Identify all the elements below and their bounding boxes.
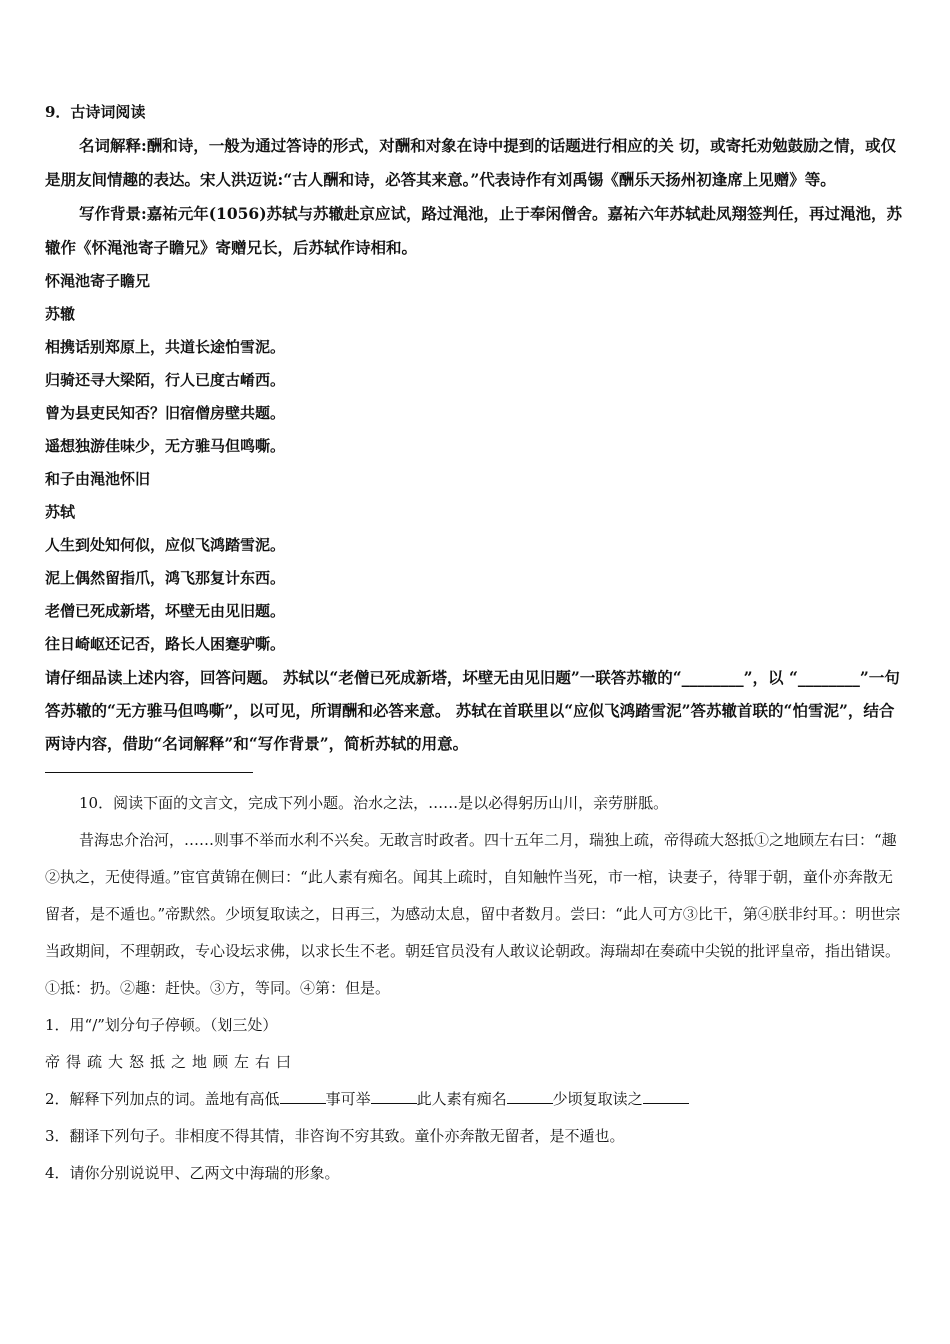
answer-blank[interactable]: [280, 1089, 326, 1104]
poem-line: 人生到处知何似，应似飞鸿踏雪泥。: [45, 536, 286, 554]
poem-line: 归骑还寻大梁陌，行人已度古崤西。: [45, 371, 286, 389]
q10-sub4: 4．请你分别说说甲、乙两文中海瑞的形象。: [45, 1164, 340, 1182]
sub2-item: 盖地有高低: [204, 1090, 280, 1108]
answer-blank[interactable]: [371, 1089, 417, 1104]
answer-blank[interactable]: [643, 1089, 689, 1104]
poem2-author: 苏轼: [45, 503, 76, 521]
poem-line: 老僧已死成新塔，坏壁无由见旧题。: [45, 602, 286, 620]
sub2-item: 此人素有痴名: [416, 1090, 507, 1108]
q10-sub2-label: 2．解释下列加点的词。: [45, 1090, 205, 1108]
q10-sub1: 1．用“/”划分句子停顿。（划三处）: [45, 1016, 278, 1034]
poem-line: 相携话别郑原上，共道长途怕雪泥。: [45, 338, 286, 356]
poem1-title: 怀渑池寄子瞻兄: [45, 272, 151, 290]
q9-question: 请仔细品读上述内容，回答问题。 苏轼以“老僧已死成新塔，坏壁无由见旧题”一联答苏辙的“________”，以 “________”一句答苏辙的“无方骓马但鸣嘶”，以可见，所谓酬和必答来意。 苏轼在首联里以“应似飞鸿踏雪泥”答苏辙首联的“怕雪泥”，结合两诗内容，借助“名词解释”和“写作背景”，简析苏轼的用意。: [45, 668, 900, 753]
poem-line: 泥上偶然留指爪，鸿飞那复计东西。: [45, 569, 286, 587]
poem-line: 曾为县吏民知否？旧宿僧房壁共题。: [45, 404, 286, 422]
q10-sub2: [45, 1081, 907, 1118]
q9-background: 写作背景:嘉祐元年(1056)苏轼与苏辙赴京应试，路过渑池，止于奉闲僧舍。嘉祐六年苏轼赴凤翔签判任，再过渑池，苏辙作《怀渑池寄子瞻兄》寄赠兄长，后苏轼作诗相和。: [45, 204, 903, 257]
sub2-item: 少顷复取读之: [552, 1090, 643, 1108]
poem-line: 遥想独游佳味少，无方骓马但鸣嘶。: [45, 437, 286, 455]
q10-passage: 昔海忠介治河，……则事不举而水利不兴矣。无敢言时政者。四十五年二月，瑞独上疏，帝得疏大怒抵①之地顾左右曰：“趣②执之，无使得遁。”宦官黄锦在侧曰：“此人素有痴名。闻其上疏时，自知触忤当死，市一棺，诀妻子，待罪于朝，童仆亦奔散无留者，是不遁也。”帝默然。少顷复取读之，日再三，为感动太息，留中者数月。尝曰：“此人可方③比干，第④朕非纣耳。：明世宗当政期间，不理朝政，专心设坛求佛，以求长生不老。朝廷官员没有人敢议论朝政。海瑞却在奏疏中尖锐的批评皇帝，指出错误。①抵：扔。②趣：赶快。③方，等同。④第：但是。: [45, 831, 901, 997]
q9-definition: 名词解释:酬和诗，一般为通过答诗的形式，对酬和对象在诗中提到的话题进行相应的关 切，或寄托劝勉鼓励之情，或仅是朋友间情趣的表达。宋人洪迈说:“古人酬和诗，必答其来意。”代表诗作有刘禹锡《酬乐天扬州初逢席上见赠》等。: [45, 136, 897, 189]
poem-line: 往日崎岖还记否，路长人困蹇驴嘶。: [45, 635, 286, 653]
poem1-author: 苏辙: [45, 305, 76, 323]
poem2-title: 和子由渑池怀旧: [45, 470, 151, 488]
q9-heading: 9．古诗词阅读: [45, 103, 146, 121]
sub2-item: 事可举: [325, 1090, 371, 1108]
q10-sub1-sentence: 帝得疏大怒抵之地顾左右曰: [45, 1053, 298, 1071]
answer-divider: [45, 772, 253, 773]
q10-sub3: 3．翻译下列句子。非相度不得其情，非咨询不穷其致。童仆亦奔散无留者，是不遁也。: [45, 1127, 625, 1145]
q10-intro: 10．阅读下面的文言文，完成下列小题。治水之法，……是以必得躬历山川，亲劳胼胝。: [79, 794, 669, 812]
document-page: [45, 96, 907, 1192]
answer-blank[interactable]: [507, 1089, 553, 1104]
